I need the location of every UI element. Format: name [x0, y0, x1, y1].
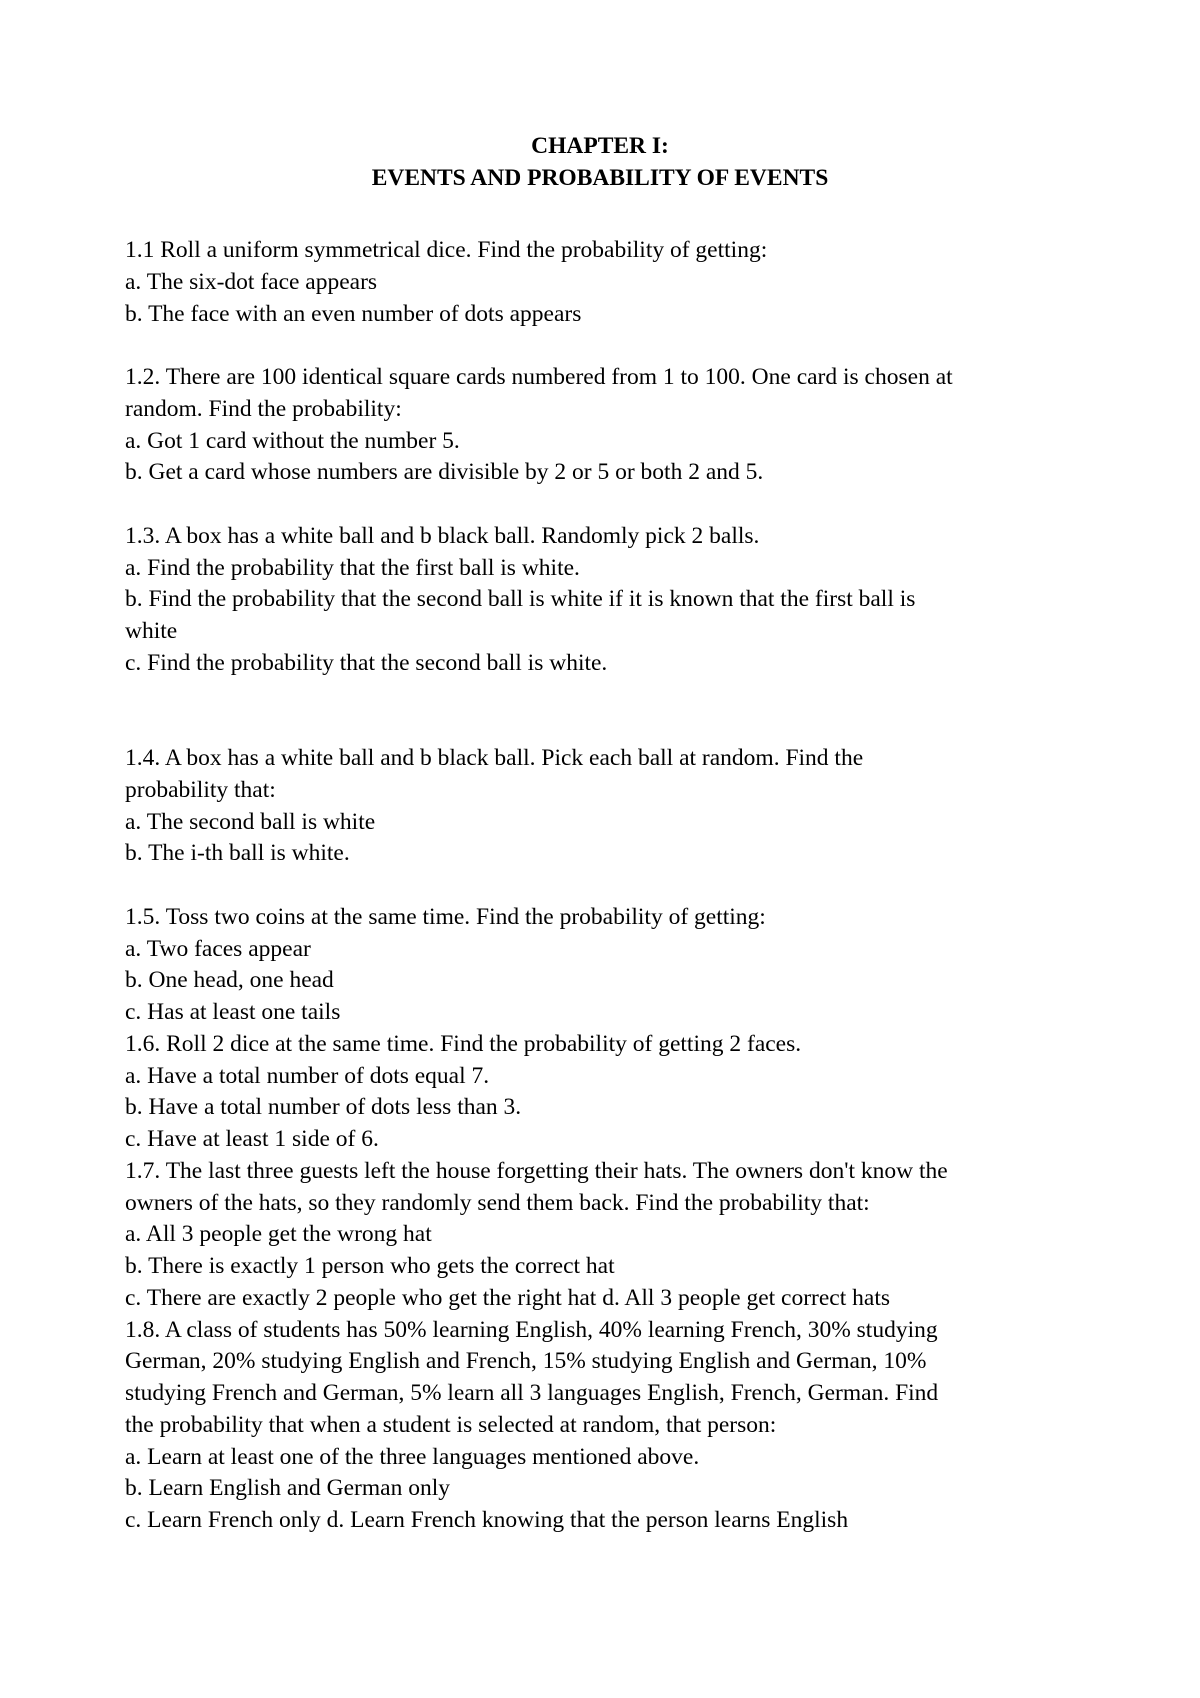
problem-text: a. The six-dot face appears	[125, 268, 378, 295]
problem-1-6	[125, 1029, 1110, 1156]
problem-text: 1.8. A class of students has 50% learning English, 40% learning French, 30% studying	[125, 1316, 938, 1343]
chapter-number: CHAPTER I:	[531, 133, 669, 159]
problem-1-5	[125, 902, 1110, 1029]
problem-text: 1.3. A box has a white ball and b black ball. Randomly pick 2 balls.	[125, 522, 760, 549]
document-body	[125, 235, 1110, 1537]
problem-text: studying French and German, 5% learn all 3 languages English, French, German. Find	[125, 1380, 939, 1406]
problem-text: German, 20% studying English and French, 15% studying English and German, 10%	[125, 1348, 927, 1375]
problem-1-3	[125, 521, 1110, 680]
problem-text: c. Has at least one tails	[125, 999, 341, 1025]
spacer	[125, 330, 1110, 362]
problem-text: c. Have at least 1 side of 6.	[125, 1126, 379, 1152]
problem-text: the probability that when a student is selected at random, that person:	[125, 1411, 777, 1438]
chapter-title: EVENTS AND PROBABILITY OF EVENTS	[371, 165, 829, 191]
problem-1-8	[125, 1315, 1110, 1537]
problem-text: b. Learn English and German only	[125, 1475, 450, 1502]
problem-text: b. One head, one head	[125, 967, 334, 994]
problem-1-7	[125, 1156, 1110, 1315]
problem-text: b. The face with an even number of dots appears	[125, 300, 582, 327]
problem-text: c. There are exactly 2 people who get the right hat d. All 3 people get correct hats	[125, 1284, 890, 1311]
problem-text: c. Find the probability that the second ball is white.	[125, 649, 608, 676]
problem-text: 1.6. Roll 2 dice at the same time. Find the probability of getting 2 faces.	[125, 1030, 802, 1057]
problem-text: probability that:	[125, 776, 276, 803]
problem-text: a. Learn at least one of the three languages mentioned above.	[125, 1443, 700, 1470]
problem-text: 1.2. There are 100 identical square cards numbered from 1 to 100. One card is chosen at	[125, 364, 953, 390]
problem-text: random. Find the probability:	[125, 395, 402, 422]
problem-text: 1.4. A box has a white ball and b black ball. Pick each ball at random. Find the	[125, 745, 864, 771]
problem-text: a. Find the probability that the first ball is white.	[125, 554, 580, 581]
problem-text: c. Learn French only d. Learn French knowing that the person learns English	[125, 1507, 849, 1533]
problem-text: 1.1 Roll a uniform symmetrical dice. Find the probability of getting:	[125, 237, 768, 263]
problem-text: b. Have a total number of dots less than 3.	[125, 1094, 522, 1121]
problem-1-4	[125, 743, 1110, 870]
spacer	[125, 870, 1110, 902]
problem-text: a. The second ball is white	[125, 808, 376, 835]
problem-text: a. Have a total number of dots equal 7.	[125, 1062, 490, 1089]
problem-text: 1.5. Toss two coins at the same time. Find the probability of getting:	[125, 903, 766, 930]
problem-text: b. Find the probability that the second ball is white if it is known that the first ball is	[125, 586, 916, 613]
problem-1-1	[125, 235, 1110, 330]
problem-text: 1.7. The last three guests left the house forgetting their hats. The owners don't know the	[125, 1157, 948, 1184]
problem-text: b. The i-th ball is white.	[125, 840, 350, 867]
spacer	[125, 680, 1110, 744]
spacer	[125, 489, 1110, 521]
problem-text: a. All 3 people get the wrong hat	[125, 1221, 432, 1248]
problem-text: white	[125, 618, 178, 644]
problem-text: a. Got 1 card without the number 5.	[125, 427, 460, 454]
problem-1-2	[125, 362, 1110, 489]
problem-text: b. There is exactly 1 person who gets the correct hat	[125, 1253, 615, 1279]
problem-text: b. Get a card whose numbers are divisible by 2 or 5 or both 2 and 5.	[125, 459, 764, 486]
problem-text: a. Two faces appear	[125, 935, 311, 962]
problem-text: owners of the hats, so they randomly send them back. Find the probability that:	[125, 1189, 870, 1216]
